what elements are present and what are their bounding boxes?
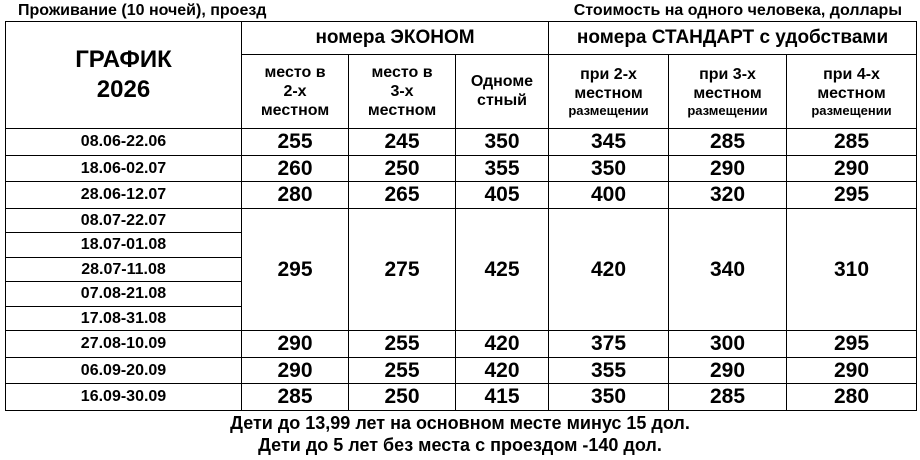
- price-cell: 265: [349, 182, 456, 209]
- price-cell: 260: [242, 155, 349, 182]
- price-cell: 250: [349, 384, 456, 411]
- price-cell: 285: [242, 384, 349, 411]
- date-cell: 07.08-21.08: [6, 282, 242, 307]
- table-row: [6, 384, 917, 411]
- price-cell: 375: [549, 331, 669, 358]
- table-row: [6, 129, 917, 156]
- footnotes: [0, 412, 920, 456]
- header-row-groups: [6, 22, 917, 55]
- price-cell-merged: 420: [549, 208, 669, 331]
- price-cell: 350: [549, 384, 669, 411]
- price-cell: 290: [669, 155, 787, 182]
- price-cell: 290: [242, 357, 349, 384]
- accommodation-caption: Проживание (10 ночей), проезд: [18, 2, 267, 19]
- standard-group-header: номера СТАНДАРТ с удобствами: [549, 22, 917, 55]
- price-cell: 255: [349, 357, 456, 384]
- price-cell: 255: [242, 129, 349, 156]
- price-cell: 295: [787, 331, 917, 358]
- price-cell: 400: [549, 182, 669, 209]
- price-cell: 420: [456, 357, 549, 384]
- econom-group-header: номера ЭКОНОМ: [242, 22, 549, 55]
- price-cell-merged: 425: [456, 208, 549, 331]
- top-caption: [0, 2, 920, 22]
- price-cell: 280: [242, 182, 349, 209]
- price-cell-merged: 310: [787, 208, 917, 331]
- schedule-header: ГРАФИК 2026: [6, 22, 242, 129]
- price-cell-merged: 340: [669, 208, 787, 331]
- price-cell: 345: [549, 129, 669, 156]
- date-cell: 08.06-22.06: [6, 129, 242, 156]
- price-cell: 245: [349, 129, 456, 156]
- price-cell: 290: [669, 357, 787, 384]
- price-cell: 290: [242, 331, 349, 358]
- price-cell: 250: [349, 155, 456, 182]
- price-cell: 285: [669, 129, 787, 156]
- price-cell: 255: [349, 331, 456, 358]
- date-cell: 08.07-22.07: [6, 208, 242, 233]
- price-cell-merged: 275: [349, 208, 456, 331]
- price-cell: 280: [787, 384, 917, 411]
- table-row: [6, 357, 917, 384]
- date-cell: 16.09-30.09: [6, 384, 242, 411]
- price-cell: 290: [787, 357, 917, 384]
- price-cell: 405: [456, 182, 549, 209]
- footnote-infant-price: Дети до 5 лет без места с проездом -140 дол.: [258, 435, 662, 455]
- date-cell: 06.09-20.09: [6, 357, 242, 384]
- sub-header-econom-double: место в 2-х местном: [242, 54, 349, 129]
- sub-header-standard-double: при 2-х местном размещении: [549, 54, 669, 129]
- price-cell: 300: [669, 331, 787, 358]
- price-cell: 415: [456, 384, 549, 411]
- price-cell: 295: [787, 182, 917, 209]
- date-cell: 17.08-31.08: [6, 306, 242, 331]
- price-caption: Стоимость на одного человека, доллары: [573, 2, 902, 19]
- date-cell: 18.06-02.07: [6, 155, 242, 182]
- sub-header-econom-single: Одноме стный: [456, 54, 549, 129]
- price-cell: 355: [549, 357, 669, 384]
- date-cell: 28.07-11.08: [6, 257, 242, 282]
- price-cell: 285: [669, 384, 787, 411]
- table-row: [6, 208, 917, 233]
- price-cell: 420: [456, 331, 549, 358]
- date-cell: 18.07-01.08: [6, 233, 242, 258]
- price-cell-merged: 295: [242, 208, 349, 331]
- price-cell: 355: [456, 155, 549, 182]
- date-cell: 27.08-10.09: [6, 331, 242, 358]
- table-row: [6, 331, 917, 358]
- sub-header-standard-triple: при 3-х местном размещении: [669, 54, 787, 129]
- price-cell: 290: [787, 155, 917, 182]
- sub-header-econom-triple: место в 3-х местном: [349, 54, 456, 129]
- sub-header-standard-quad: при 4-х местном размещении: [787, 54, 917, 129]
- price-table: [5, 21, 917, 411]
- table-row: [6, 155, 917, 182]
- price-cell: 320: [669, 182, 787, 209]
- table-row: [6, 182, 917, 209]
- price-cell: 285: [787, 129, 917, 156]
- price-cell: 350: [549, 155, 669, 182]
- price-cell: 350: [456, 129, 549, 156]
- footnote-children-discount: Дети до 13,99 лет на основном месте минус 15 дол.: [230, 413, 690, 433]
- date-cell: 28.06-12.07: [6, 182, 242, 209]
